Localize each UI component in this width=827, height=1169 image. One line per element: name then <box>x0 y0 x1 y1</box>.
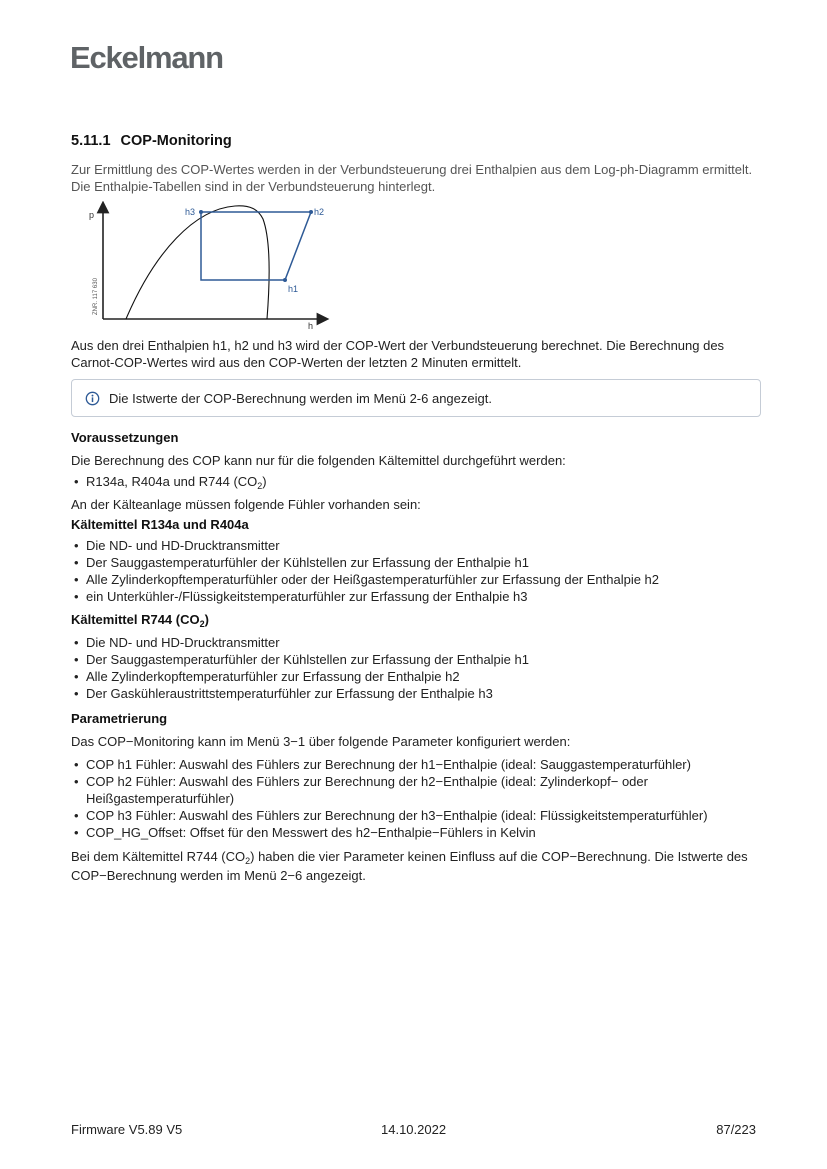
list-item: • COP h3 Fühler: Auswahl des Fühlers zur Berechnung der h3−Enthalpie (ideal: Flüssigkeitstemperaturfühler) <box>71 807 761 824</box>
eckelmann-logo: Eckelmann <box>70 40 223 75</box>
list-item: • Die ND- und HD-Drucktransmitter <box>71 537 761 554</box>
list-item: • Alle Zylinderkopftemperaturfühler oder der Heißgastemperaturfühler zur Erfassung der Enthalpie h2 <box>71 571 761 588</box>
cop-calculation-paragraph: Aus den drei Enthalpien h1, h2 und h3 wird der COP-Wert der Verbundsteuerung berechnet. Die Berechnung des Carnot-COP-Wertes wird aus den COP-Werten der letzten 2 Minuten ermittelt. <box>71 338 725 370</box>
svg-text:h2: h2 <box>314 207 325 217</box>
voraussetzungen-heading: Voraussetzungen <box>71 430 179 445</box>
info-note-text: Die Istwerte der COP-Berechnung werden im Menü 2-6 angezeigt. <box>109 390 492 406</box>
parametrierung-heading: Parametrierung <box>71 711 168 726</box>
svg-text:h3: h3 <box>185 207 196 217</box>
intro-paragraph: Zur Ermittlung des COP-Wertes werden in der Verbundsteuerung drei Enthalpien aus dem Log-ph-Diagramm ermittelt. Die Enthalpie-Tabellen sind in der Verbundsteuerung hinterlegt. <box>71 162 753 194</box>
info-note <box>71 379 761 417</box>
footer-page-number: 87/223 <box>716 1122 756 1137</box>
list-item: • Alle Zylinderkopftemperaturfühler zur Erfassung der Enthalpie h2 <box>71 668 761 685</box>
log-ph-diagram <box>75 201 335 329</box>
log-ph-diagram-svg <box>75 201 335 329</box>
svg-text:h: h <box>308 321 314 329</box>
section-number: 5.11.1 <box>71 133 111 149</box>
page-content <box>71 133 761 885</box>
group2-list <box>71 634 761 702</box>
list-item: • Die ND- und HD-Drucktransmitter <box>71 634 761 651</box>
refrigerant-list <box>71 473 761 490</box>
sensors-lead: An der Kälteanlage müssen folgende Fühler vorhanden sein: <box>71 497 421 512</box>
list-item: • Der Sauggastemperaturfühler der Kühlstellen zur Erfassung der Enthalpie h1 <box>71 651 761 668</box>
list-item: • Der Sauggastemperaturfühler der Kühlstellen zur Erfassung der Enthalpie h1 <box>71 554 761 571</box>
svg-text:h1: h1 <box>288 284 299 294</box>
section-heading <box>71 133 761 149</box>
list-item: • Der Gaskühleraustrittstemperaturfühler zur Erfassung der Enthalpie h3 <box>71 685 761 702</box>
section-title: COP-Monitoring <box>120 133 232 149</box>
list-item: • ein Unterkühler-/Flüssigkeitstemperaturfühler zur Erfassung der Enthalpie h3 <box>71 588 761 605</box>
list-item: • COP h2 Fühler: Auswahl des Fühlers zur Berechnung der h2−Enthalpie (ideal: Zylinderkopf− oder Heißgastemperaturfühler) <box>71 773 761 807</box>
parametrierung-tail: Bei dem Kältemittel R744 $(CO_2)$ haben die vier Parameter keinen Einfluss auf die COP−Berechnung. Die Istwerte des COP−Berechnung werden im Menü 2−6 angezeigt. <box>71 849 748 883</box>
footer-firmware: Firmware V5.89 V5 <box>71 1122 183 1137</box>
group1-heading: Kältemittel R134a und R404a <box>71 517 249 532</box>
list-item: • COP h1 Fühler: Auswahl des Fühlers zur Berechnung der h1−Enthalpie (ideal: Sauggastemperaturfühler) <box>71 756 761 773</box>
list-item: • COP_HG_Offset: Offset für den Messwert des h2−Enthalpie−Fühlers in Kelvin <box>71 824 761 841</box>
svg-text:p: p <box>89 210 95 220</box>
parameter-list <box>71 756 761 841</box>
voraussetzungen-lead: Die Berechnung des COP kann nur für die folgenden Kältemittel durchgeführt werden: <box>71 453 566 468</box>
svg-text:ZNR. 117 630: ZNR. 117 630 <box>93 278 99 315</box>
list-item: • R134a, R404a und R744 $(CO_2)$ <box>71 473 761 490</box>
group1-list <box>71 537 761 605</box>
group2-heading: Kältemittel R744 $(CO_2)$ <box>71 612 209 629</box>
parametrierung-lead: Das COP−Monitoring kann im Menü 3−1 über folgende Parameter konfiguriert werden: <box>71 734 571 749</box>
info-icon <box>85 391 100 406</box>
footer-date: 14.10.2022 <box>381 1122 447 1137</box>
